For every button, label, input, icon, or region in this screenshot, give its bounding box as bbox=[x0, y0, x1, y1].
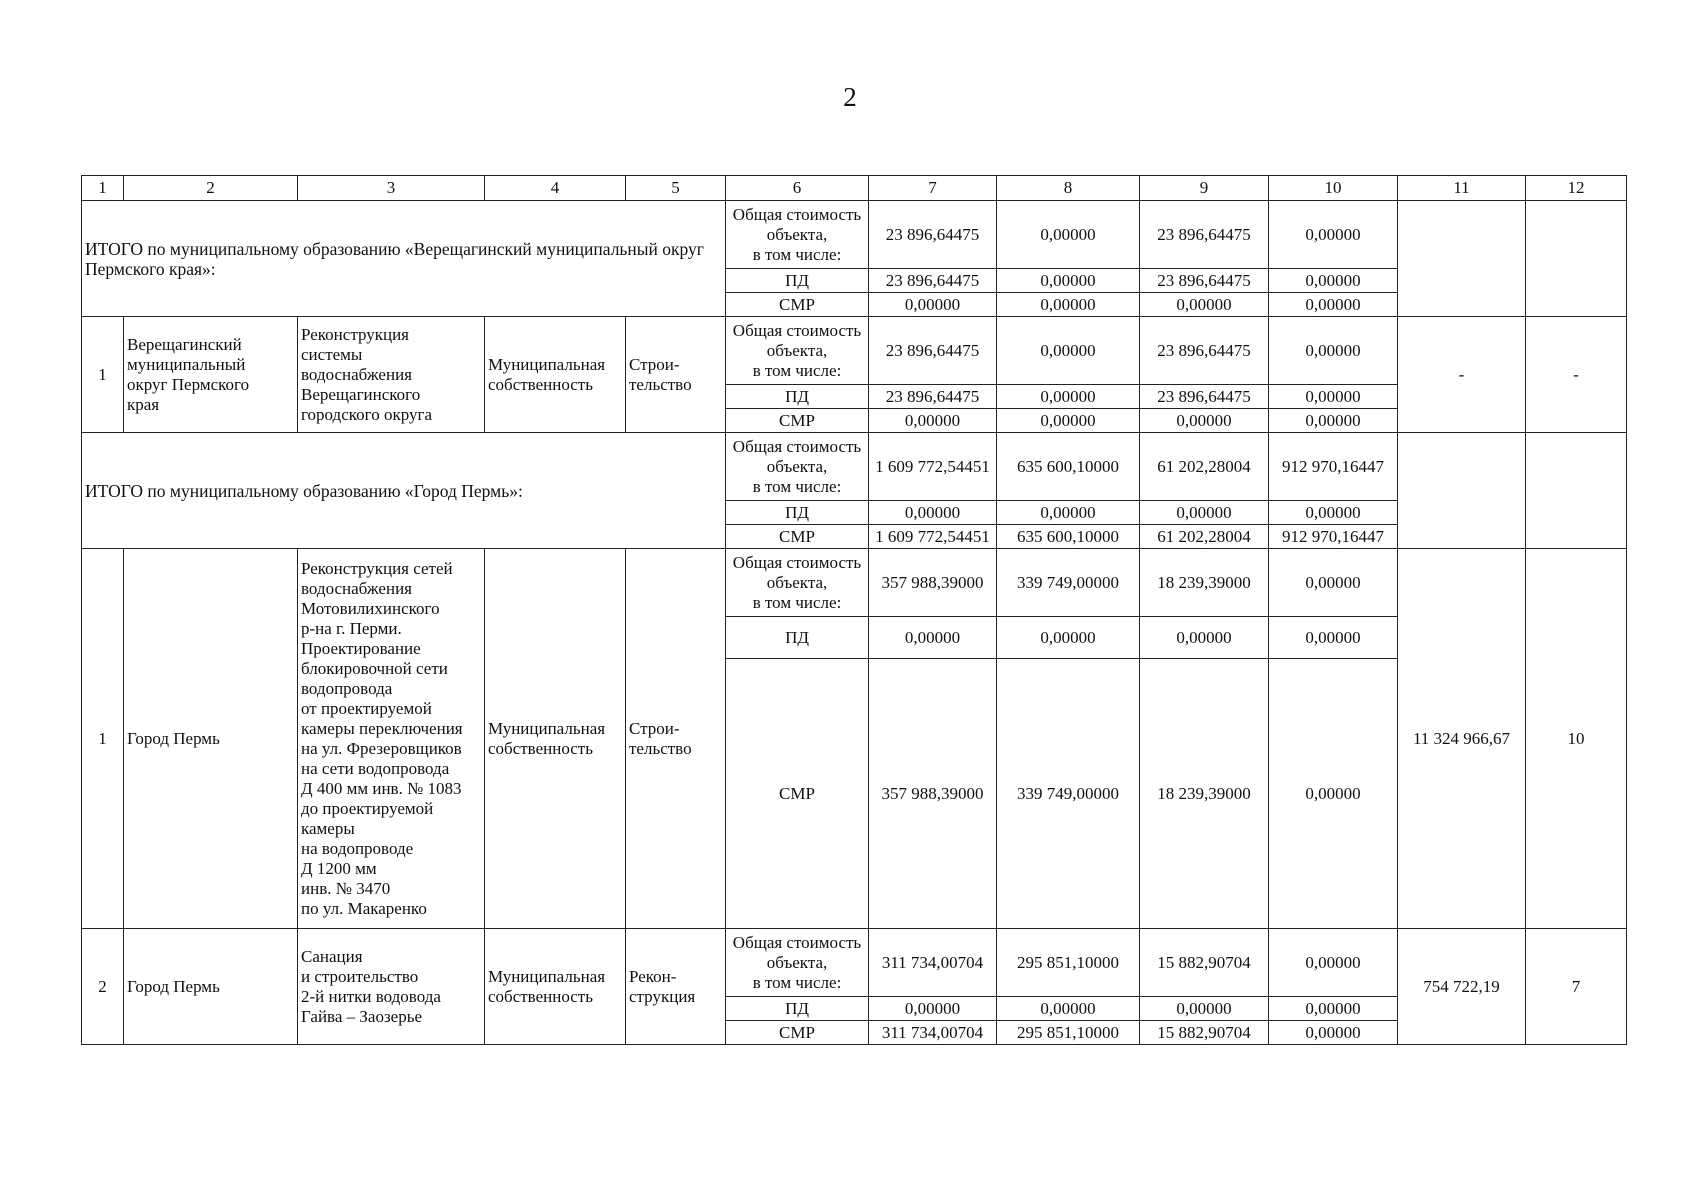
value-cell: - bbox=[1526, 317, 1627, 433]
value-cell: 0,00000 bbox=[1269, 269, 1398, 293]
value-cell: 0,00000 bbox=[1269, 409, 1398, 433]
value-cell: 0,00000 bbox=[997, 617, 1140, 659]
value-cell: 15 882,90704 bbox=[1140, 929, 1269, 997]
value-cell: 15 882,90704 bbox=[1140, 1021, 1269, 1045]
value-cell: 912 970,16447 bbox=[1269, 525, 1398, 549]
value-cell: 23 896,64475 bbox=[1140, 201, 1269, 269]
value-cell: 0,00000 bbox=[869, 617, 997, 659]
cost-type: ПД bbox=[726, 997, 869, 1021]
value-cell: 0,00000 bbox=[997, 501, 1140, 525]
value-cell: 0,00000 bbox=[1269, 501, 1398, 525]
value-cell: 0,00000 bbox=[869, 997, 997, 1021]
municipality-cell: Город Пермь bbox=[124, 549, 298, 929]
value-cell bbox=[1398, 433, 1526, 549]
value-cell: 61 202,28004 bbox=[1140, 433, 1269, 501]
value-cell: 1 609 772,54451 bbox=[869, 525, 997, 549]
value-cell: 23 896,64475 bbox=[869, 385, 997, 409]
value-cell: 18 239,39000 bbox=[1140, 549, 1269, 617]
value-cell: 0,00000 bbox=[869, 409, 997, 433]
column-header: 10 bbox=[1269, 176, 1398, 201]
column-header: 7 bbox=[869, 176, 997, 201]
column-number-row bbox=[82, 176, 1627, 201]
value-cell: 23 896,64475 bbox=[1140, 269, 1269, 293]
cost-type: СМР bbox=[726, 659, 869, 929]
cost-type: Общая стоимость объекта, в том числе: bbox=[726, 433, 869, 501]
column-header: 1 bbox=[82, 176, 124, 201]
value-cell bbox=[1526, 433, 1627, 549]
value-cell: 311 734,00704 bbox=[869, 929, 997, 997]
value-cell: 0,00000 bbox=[997, 385, 1140, 409]
value-cell: 23 896,64475 bbox=[869, 269, 997, 293]
value-cell: 10 bbox=[1526, 549, 1627, 929]
value-cell: 7 bbox=[1526, 929, 1627, 1045]
value-cell: 912 970,16447 bbox=[1269, 433, 1398, 501]
value-cell: 0,00000 bbox=[1140, 501, 1269, 525]
value-cell: 0,00000 bbox=[1269, 659, 1398, 929]
column-header: 11 bbox=[1398, 176, 1526, 201]
value-cell: 357 988,39000 bbox=[869, 549, 997, 617]
ownership-cell: Муниципальная собственность bbox=[485, 317, 626, 433]
value-cell bbox=[1526, 201, 1627, 317]
value-cell: 61 202,28004 bbox=[1140, 525, 1269, 549]
cost-type: ПД bbox=[726, 269, 869, 293]
value-cell bbox=[1398, 201, 1526, 317]
value-cell: 635 600,10000 bbox=[997, 433, 1140, 501]
value-cell: 0,00000 bbox=[1269, 549, 1398, 617]
work-type-cell: Строи- тельство bbox=[626, 549, 726, 929]
work-type-cell: Рекон- струкция bbox=[626, 929, 726, 1045]
row-number: 1 bbox=[82, 549, 124, 929]
cost-type: ПД bbox=[726, 617, 869, 659]
value-cell: 0,00000 bbox=[1269, 1021, 1398, 1045]
value-cell: 0,00000 bbox=[1269, 997, 1398, 1021]
value-cell: 0,00000 bbox=[997, 269, 1140, 293]
column-header: 4 bbox=[485, 176, 626, 201]
value-cell: 23 896,64475 bbox=[1140, 385, 1269, 409]
column-header: 6 bbox=[726, 176, 869, 201]
value-cell: 0,00000 bbox=[869, 293, 997, 317]
table-row bbox=[82, 433, 1627, 501]
total-label: ИТОГО по муниципальному образованию «Город Пермь»: bbox=[82, 433, 726, 549]
work-type-cell: Строи- тельство bbox=[626, 317, 726, 433]
value-cell: 0,00000 bbox=[997, 293, 1140, 317]
ownership-cell: Муниципальная собственность bbox=[485, 929, 626, 1045]
cost-type: СМР bbox=[726, 409, 869, 433]
column-header: 3 bbox=[298, 176, 485, 201]
value-cell: 0,00000 bbox=[1269, 617, 1398, 659]
cost-type: СМР bbox=[726, 1021, 869, 1045]
municipality-cell: Верещагинский муниципальный округ Пермского края bbox=[124, 317, 298, 433]
value-cell: - bbox=[1398, 317, 1526, 433]
value-cell: 0,00000 bbox=[1269, 293, 1398, 317]
page-number: 2 bbox=[843, 82, 857, 112]
value-cell: 295 851,10000 bbox=[997, 929, 1140, 997]
cost-type: Общая стоимость объекта, в том числе: bbox=[726, 317, 869, 385]
total-label: ИТОГО по муниципальному образованию «Верещагинский муниципальный округ Пермского края»: bbox=[82, 201, 726, 317]
value-cell: 0,00000 bbox=[1140, 997, 1269, 1021]
value-cell: 1 609 772,54451 bbox=[869, 433, 997, 501]
cost-type: СМР bbox=[726, 525, 869, 549]
value-cell: 23 896,64475 bbox=[869, 317, 997, 385]
value-cell: 0,00000 bbox=[1269, 201, 1398, 269]
municipality-cell: Город Пермь bbox=[124, 929, 298, 1045]
value-cell: 0,00000 bbox=[1269, 385, 1398, 409]
cost-type: ПД bbox=[726, 385, 869, 409]
investment-objects-table bbox=[81, 175, 1627, 1045]
value-cell: 0,00000 bbox=[997, 409, 1140, 433]
table-row bbox=[82, 929, 1627, 997]
table-row bbox=[82, 549, 1627, 617]
column-header: 2 bbox=[124, 176, 298, 201]
value-cell: 357 988,39000 bbox=[869, 659, 997, 929]
value-cell: 0,00000 bbox=[1140, 617, 1269, 659]
cost-type: Общая стоимость объекта, в том числе: bbox=[726, 549, 869, 617]
column-header: 9 bbox=[1140, 176, 1269, 201]
value-cell: 754 722,19 bbox=[1398, 929, 1526, 1045]
value-cell: 339 749,00000 bbox=[997, 659, 1140, 929]
object-name-cell: Реконструкция сетей водоснабжения Мотовилихинского р-на г. Перми. Проектирование блокировочной сети водопровода от проектируемой камеры переключения на ул. Фрезеровщиков на сети водопровода Д 400 мм инв. № 1083 до проектируемой камеры на водопроводе Д 1200 мм инв. № 3470 по ул. Макаренко bbox=[298, 549, 485, 929]
cost-type: Общая стоимость объекта, в том числе: bbox=[726, 201, 869, 269]
cost-type: СМР bbox=[726, 293, 869, 317]
table-row bbox=[82, 317, 1627, 385]
value-cell: 295 851,10000 bbox=[997, 1021, 1140, 1045]
ownership-cell: Муниципальная собственность bbox=[485, 549, 626, 929]
value-cell: 11 324 966,67 bbox=[1398, 549, 1526, 929]
value-cell: 635 600,10000 bbox=[997, 525, 1140, 549]
value-cell: 339 749,00000 bbox=[997, 549, 1140, 617]
value-cell: 0,00000 bbox=[1140, 409, 1269, 433]
table-row bbox=[82, 201, 1627, 269]
cost-type: ПД bbox=[726, 501, 869, 525]
value-cell: 0,00000 bbox=[997, 317, 1140, 385]
object-name-cell: Санация и строительство 2-й нитки водовода Гайва – Заозерье bbox=[298, 929, 485, 1045]
value-cell: 0,00000 bbox=[997, 201, 1140, 269]
value-cell: 0,00000 bbox=[1140, 293, 1269, 317]
cost-type: Общая стоимость объекта, в том числе: bbox=[726, 929, 869, 997]
value-cell: 23 896,64475 bbox=[1140, 317, 1269, 385]
row-number: 1 bbox=[82, 317, 124, 433]
value-cell: 18 239,39000 bbox=[1140, 659, 1269, 929]
object-name-cell: Реконструкция системы водоснабжения Верещагинского городского округа bbox=[298, 317, 485, 433]
column-header: 8 bbox=[997, 176, 1140, 201]
value-cell: 23 896,64475 bbox=[869, 201, 997, 269]
value-cell: 0,00000 bbox=[997, 997, 1140, 1021]
value-cell: 0,00000 bbox=[1269, 929, 1398, 997]
value-cell: 0,00000 bbox=[1269, 317, 1398, 385]
value-cell: 0,00000 bbox=[869, 501, 997, 525]
value-cell: 311 734,00704 bbox=[869, 1021, 997, 1045]
column-header: 5 bbox=[626, 176, 726, 201]
row-number: 2 bbox=[82, 929, 124, 1045]
column-header: 12 bbox=[1526, 176, 1627, 201]
